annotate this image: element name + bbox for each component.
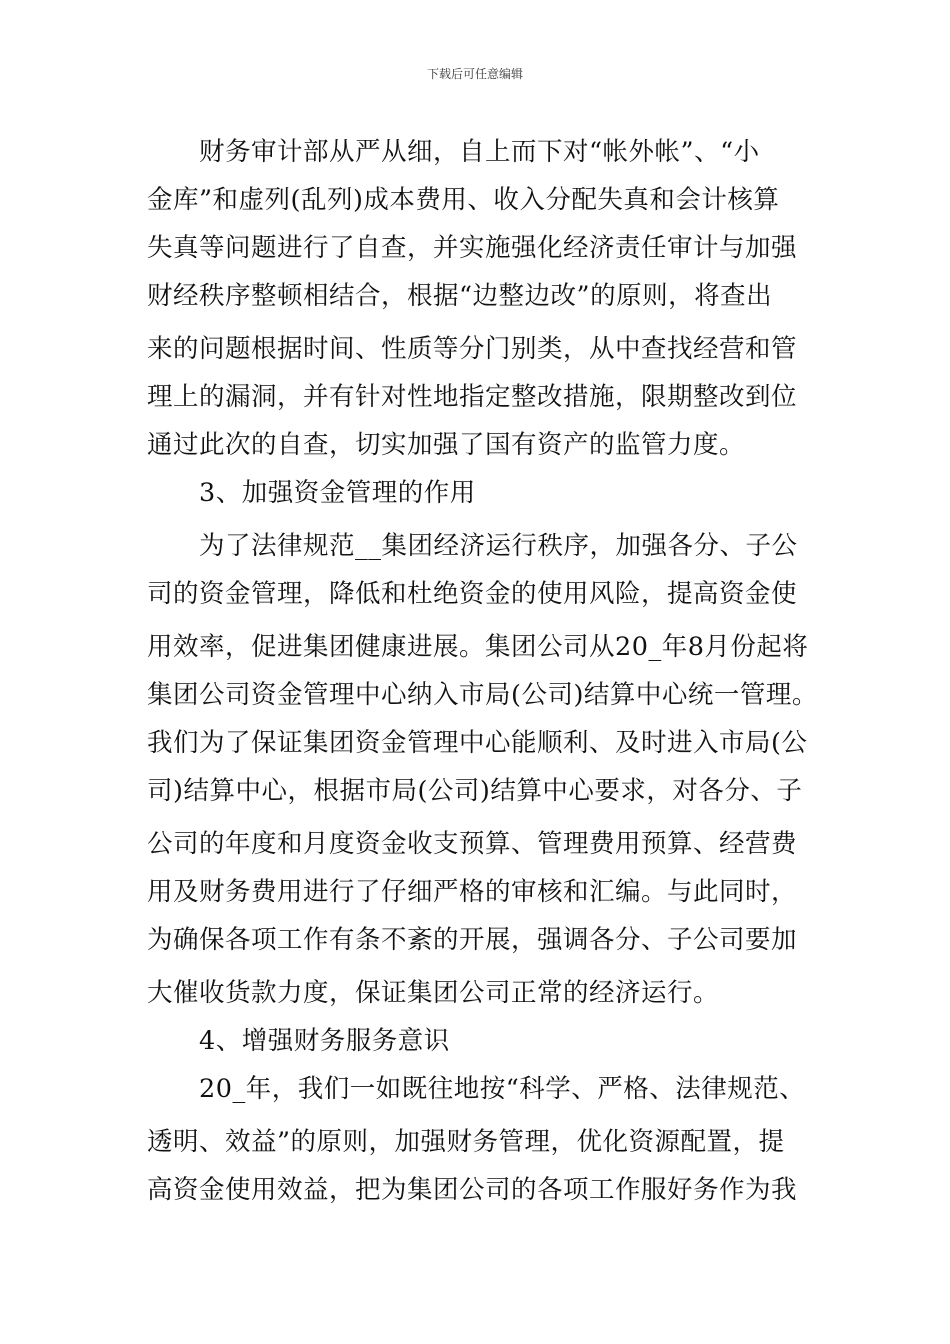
text-line: 20_年，我们一如既往地按“科学、严格、法律规范、 xyxy=(147,1074,806,1104)
text-line: 大催收货款力度，保证集团公司正常的经济运行。 xyxy=(147,978,720,1008)
text-line: 我们为了保证集团资金管理中心能顺利、及时进入市局(公 xyxy=(147,728,808,758)
text-line: 高资金使用效益，把为集团公司的各项工作服好务作为我 xyxy=(147,1175,798,1205)
text-line: 财经秩序整顿相结合，根据“边整边改”的原则，将查出 xyxy=(147,281,773,311)
section-heading: 4、增强财务服务意识 xyxy=(147,1026,450,1056)
text-line: 透明、效益”的原则，加强财务管理，优化资源配置，提 xyxy=(147,1127,785,1157)
text-line: 金库”和虚列(乱列)成本费用、收入分配失真和会计核算 xyxy=(147,185,780,215)
section-heading: 3、加强资金管理的作用 xyxy=(147,478,476,508)
text-line: 公司的年度和月度资金收支预算、管理费用预算、经营费 xyxy=(147,829,798,859)
text-line: 理上的漏洞，并有针对性地指定整改措施，限期整改到位 xyxy=(147,382,798,412)
text-line: 失真等问题进行了自查，并实施强化经济责任审计与加强 xyxy=(147,233,798,263)
text-line: 用及财务费用进行了仔细严格的审核和汇编。与此同时， xyxy=(147,877,798,907)
text-line: 通过此次的自查，切实加强了国有资产的监管力度。 xyxy=(147,430,746,460)
text-line: 来的问题根据时间、性质等分门别类，从中查找经营和管 xyxy=(147,334,798,364)
text-line: 司的资金管理，降低和杜绝资金的使用风险，提高资金使 xyxy=(147,579,798,609)
text-line: 用效率，促进集团健康进展。集团公司从20_年8月份起将 xyxy=(147,632,809,662)
text-line: 财务审计部从严从细，自上而下对“帐外帐”、“小 xyxy=(147,137,760,167)
text-line: 司)结算中心，根据市局(公司)结算中心要求，对各分、子 xyxy=(147,776,803,806)
text-line: 为确保各项工作有条不紊的开展，强调各分、子公司要加 xyxy=(147,925,798,955)
text-line: 集团公司资金管理中心纳入市局(公司)结算中心统一管理。 xyxy=(147,680,818,710)
page-header: 下载后可任意编辑 xyxy=(426,67,523,81)
text-line: 为了法律规范__集团经济运行秩序，加强各分、子公 xyxy=(147,531,798,561)
